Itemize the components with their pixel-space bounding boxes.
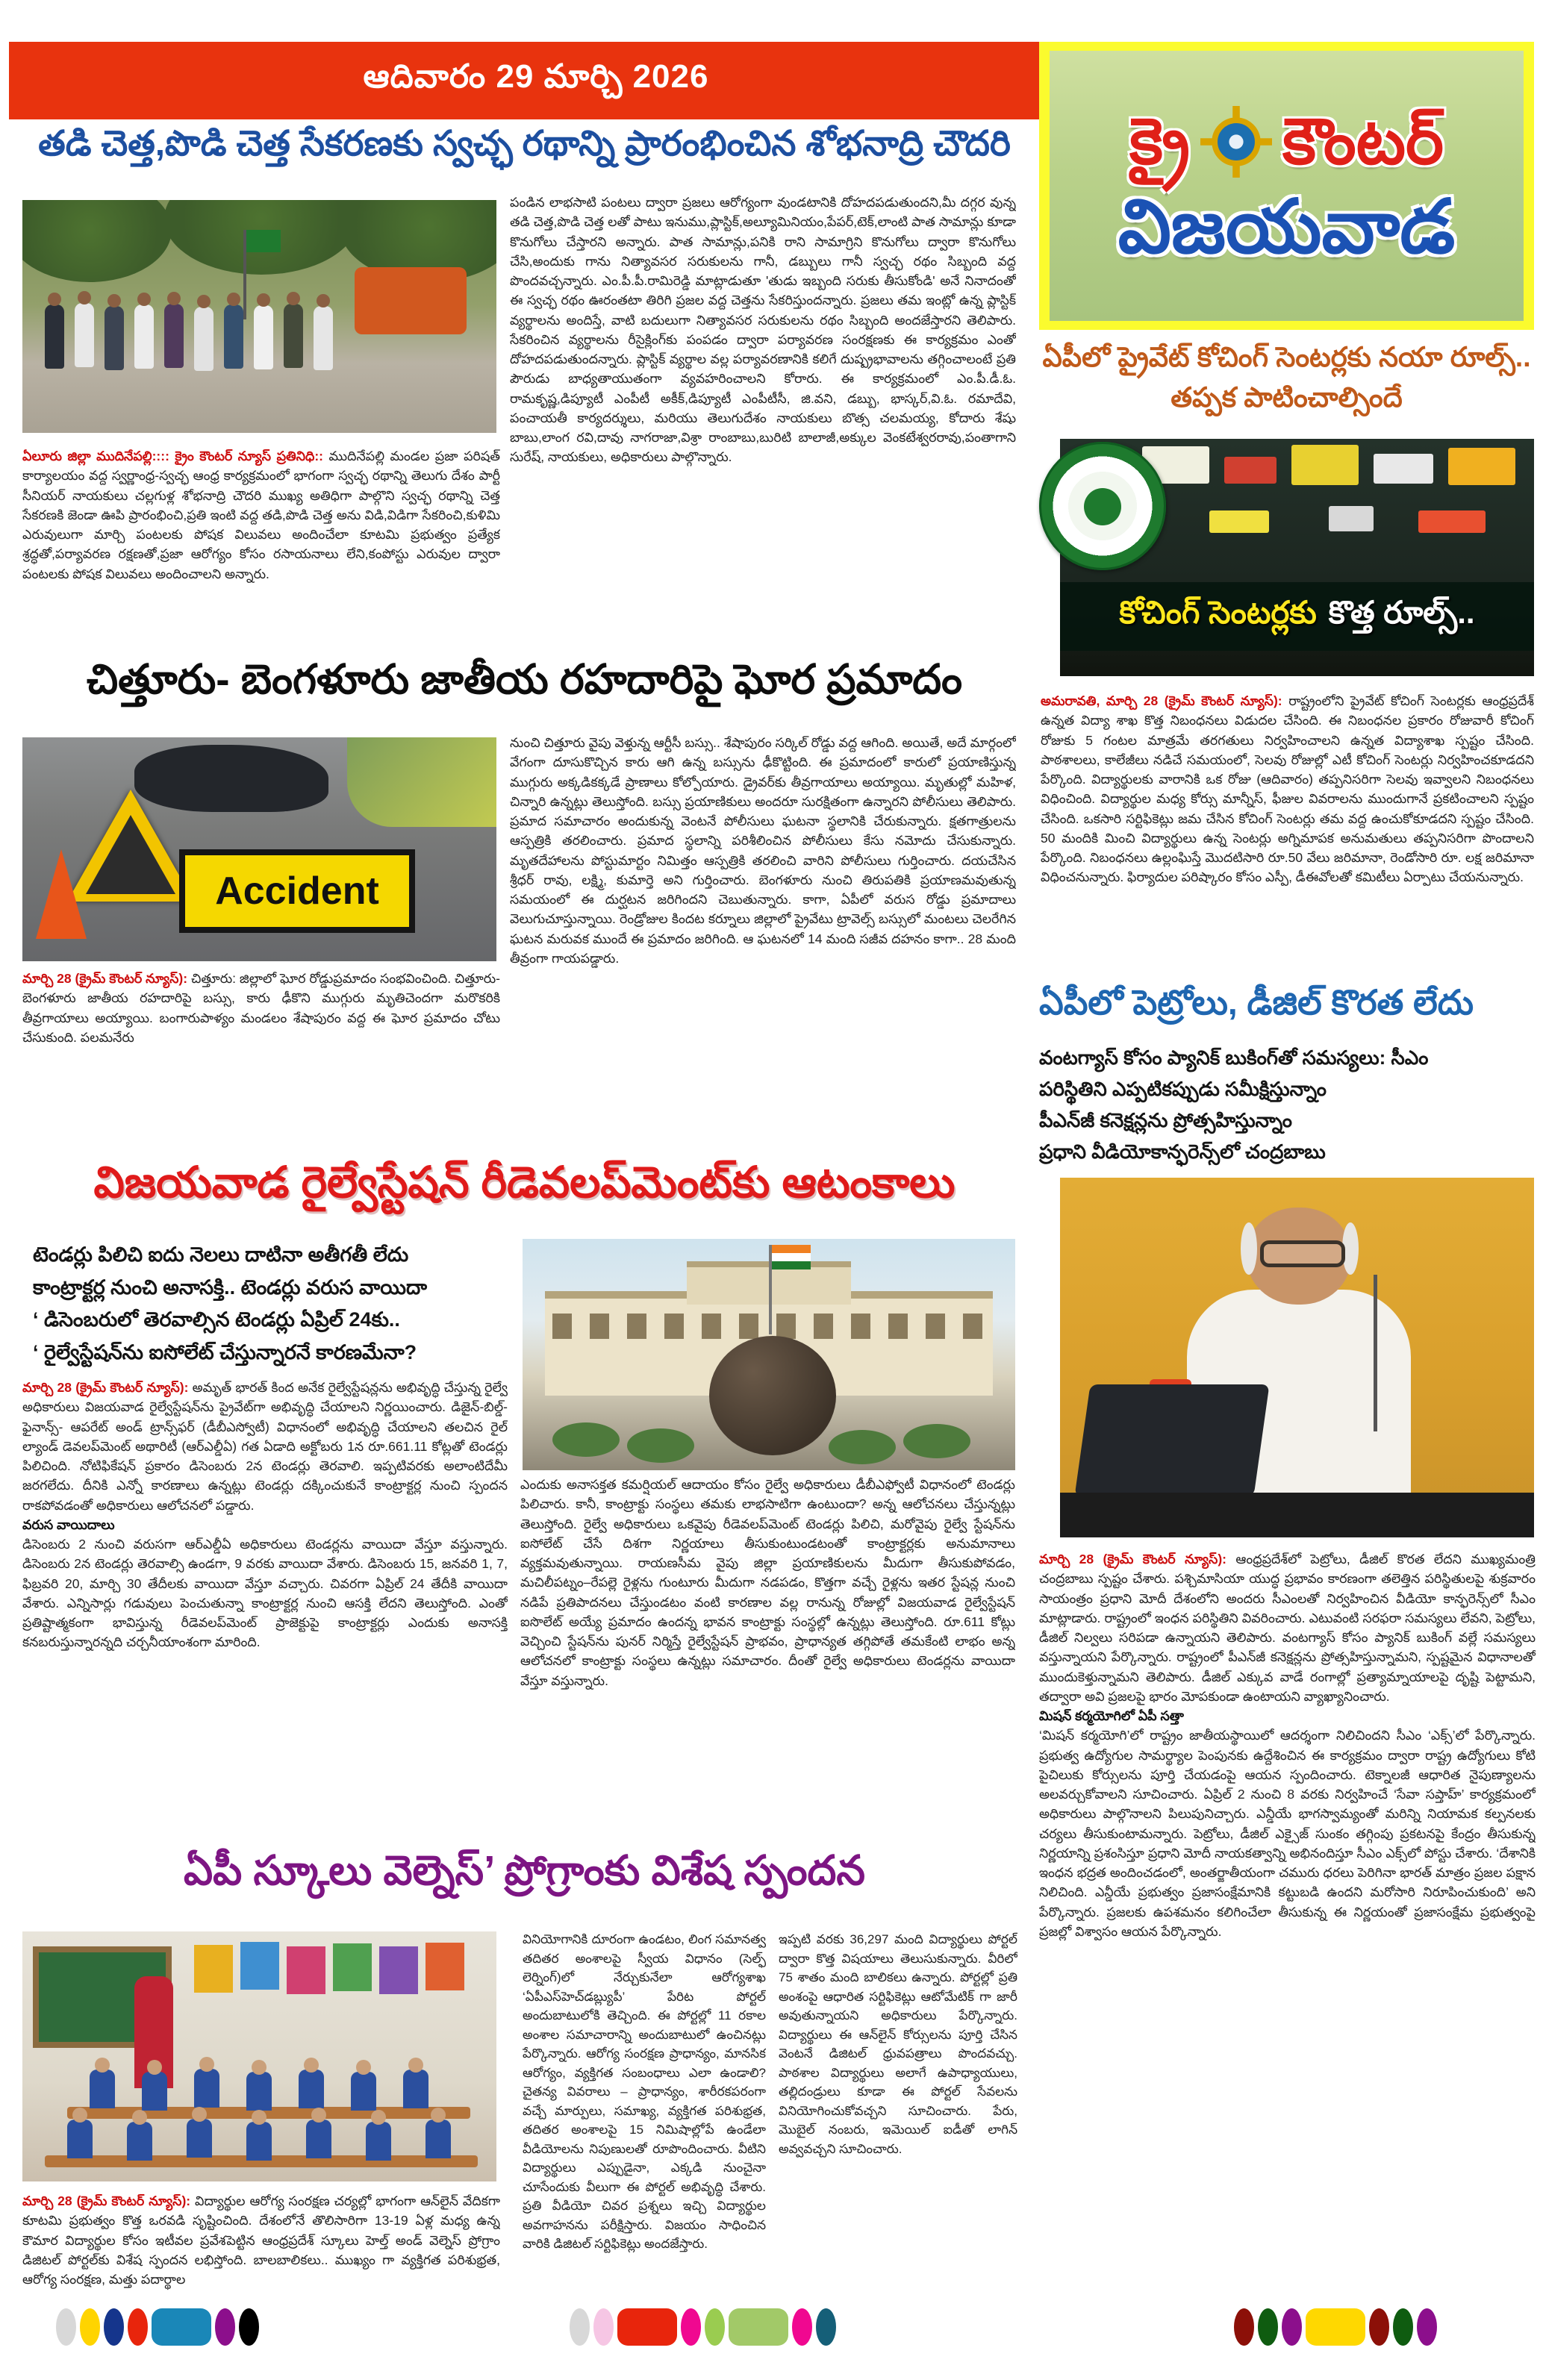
- cm-article: [1039, 1549, 1536, 2303]
- petrol-headline: ఏపీలో పెట్రోలు, డీజిల్ కొరత లేదు: [1039, 983, 1474, 1022]
- coaching-article: [1041, 691, 1534, 981]
- crosshair-icon: [1200, 106, 1272, 178]
- accident-photo: [22, 737, 496, 961]
- color-mark: [816, 2308, 836, 2346]
- traffic-cone: [36, 849, 87, 939]
- masthead-artwork: [1050, 51, 1524, 321]
- microphone: [1374, 1275, 1377, 1431]
- story3-left-column: [22, 1378, 508, 1837]
- color-mark: [681, 2308, 701, 2346]
- color-mark: [705, 2308, 725, 2346]
- story2-body: నుంచి చిత్తూరు వైపు వెళ్తున్న ఆర్టీసీ బస్సు.. శేషాపురం సర్కిల్ రోడ్డు వద్ద ఆగింది. అయితే, అదే మార్గంలో వేగంగా దూసుకొచ్చిన కారు ఆగి ఉన్న బస్సును ఢీకొట్టింది. ఈ ప్రమాదంలో కారులో ప్రయాణిస్తున్న ముగ్గురు అక్కడికక్కడే ప్రాణాలు కోల్పోయారు. డ్రైవర్‌కు తీవ్రగాయాలు అయ్యాయి. మృతుల్లో మహిళ, చిన్నారి ఉన్నట్లు తెలుస్తోంది. బస్సు ప్రయాణికులు అందరూ సురక్షితంగా ఉన్నారని పోలీసులు తెలిపారు. ప్రమాద సమాచారం అందుకున్న వెంటనే పోలీసులు ఘటనా స్థలానికి చేరుకున్నారు. క్షతగాత్రులను ఆస్పత్రికి తరలించారు. ప్రమాద స్థలాన్ని పరిశీలించిన పోలీసులు కేసు నమోదు చేసుకున్నారు. మృతదేహాలను పోస్టుమార్టం నిమిత్తం ఆస్పత్రికి తరలించి వారిని పోలీసులు గుర్తించారు. దయచేసిన శ్రీధర్ రావు, లక్ష్మి, కుమార్తె అని గుర్తించారు. బెంగళూరు నుంచి తిరుపతికి ప్రయాణమవుతున్న సమయంలో ఈ దుర్ఘటన జరిగిందని చెబుతున్నారు. కాగా, ఏపీలో వరుస రోడ్డు ప్రమాదాలు వెలుగుచూస్తున్నాయి. రెండ్రోజుల కిందట కర్నూలు జిల్లాలో ప్రైవేటు ట్రావెల్స్ బస్సులో మంటలు చెలరేగిన ఘటన మరువక ముందే ఈ ప్రమాదం జరిగింది. ఆ ఘటనలో 14 మంది సజీవ దహనం కాగా.. 28 మంది తీవ్రంగా గాయపడ్డారు.: [510, 735, 1016, 966]
- coaching-body: రాష్ట్రంలోని ప్రైవేట్ కోచింగ్ సెంటర్లకు ఆంధ్రప్రదేశ్ ఉన్నత విద్యా శాఖ కొత్త నిబంధనలు విడుదల చేసింది. ఈ నిబంధనల ప్రకారం రోజువారీ కోచింగ్ రోజుకు 5 గంటల మాత్రమే తరగతులు నిర్వహించాలని ఉన్నత విద్యాశాఖ స్పష్టం చేసింది. పాఠశాలలు, కాలేజీలు నడిచే సమయంలో, సెలవు రోజుల్లో ఎటీ కోచింగ్ సెంటర్లు నిర్వహించకూడదని పేర్కొంది. విద్యార్థులకు వారానికి ఒక రోజు (ఆదివారం) తప్పనిసరిగా సెలవు ఇవ్వాలని నిబంధనలు విధించింది. విద్యార్థుల మధ్య కోర్సు మాన్నీస్, ఫీజుల వివరాలను ముందుగానే ప్రకటించాలని స్పష్టం చేసింది. ఒకసారి సర్టిఫికెట్లు జమ చేసిన కోచింగ్ సెంటర్లు తమ వద్ద ఉంచుకోకూడదని స్పష్టం చేసింది. 50 మందికి మించి విద్యార్థులు ఉన్న సెంటర్లు అగ్నిమాపక అనుమతులు తప్పనిసరిగా పొందాలని పేర్కొంది. నిబంధనలు ఉల్లంఘిస్తే మొదటిసారి రూ.50 వేలు జరిమానా, రెండోసారి రూ. లక్ష జరిమానా విధించనున్నారు. ఫిర్యాదుల పరిష్కారం కోసం ఎస్పీ, డీఈవోలతో కమిటీలు ఏర్పాటు చేయనున్నారు.: [1041, 693, 1534, 885]
- story1-headline: తడి చెత్త,పొడి చెత్త సేకరణకు స్వచ్ఛ రథాన్ని ప్రారంభించిన శోభనాద్రి చౌదరి: [38, 123, 1011, 163]
- story3-lead: అమృత్ భారత్ కింద అనేక రైల్వేస్టేషన్లను అభివృద్ధి చేస్తున్న రైల్వే అధికారులు విజయవాడ రైల్వేస్టేషన్‌ను ప్రైవేట్‌గా అభివృద్ధి చేయాలని నిర్ణయించారు. డిజైన్-బిల్డ్- ఫైనాన్స్- ఆపరేట్ అండ్ ట్రాన్స్‌ఫర్ (డీబీఎస్వోటీ) విధానంలో అభివృద్ధి చేయాలని తలచిన రైల్ ల్యాండ్ డెవలప్‌మెంట్ అథారిటీ (ఆర్ఎల్డీఏ) గత ఏడాది అక్టోబరు 1న రూ.661.11 కోట్లతో టెండర్లు పిలిచింది. నోటిఫికేషన్ ప్రకారం డిసెంబరు 2న టెండర్లు తెరవాలి. ఇప్పటివరకు అలాంటిదేమీ జరగలేదు. దీనికి ఎన్నో కారణాలు ఉన్నట్లు టెండర్లు దక్కించుకునే కాంట్రాక్టర్ల నుంచి స్పందన రాకపోవడంతో అధికారులు ఆలోచనలో పడ్డారు.: [22, 1380, 508, 1513]
- accident-sign: Accident: [179, 849, 415, 933]
- story3-wide-column: [520, 1475, 1015, 1838]
- story2-lead-block: [22, 969, 500, 1137]
- story2-lead: చిత్తూరు: జిల్లాలో ఘోర రోడ్డుప్రమాదం సంభవించింది. చిత్తూరు-బెంగళూరు జాతీయ రహదారిపై బస్సు, కారు ఢీకొని ముగ్గురు మృతిచెందగా మరొకరికి తీవ్రగాయాలు అయ్యాయి. బంగారుపాళ్యం మండలం శేషాపురం వద్ద ఈ ఘోర ప్రమాదం చోటు చేసుకుంది. పలమనేరు: [22, 971, 500, 1045]
- story1-column2: [510, 193, 1016, 646]
- color-mark: [1369, 2308, 1389, 2346]
- story4-column3: [779, 1930, 1017, 2318]
- color-mark: [1393, 2308, 1413, 2346]
- story2-column2: [510, 733, 1016, 1149]
- story1-lead-block: [22, 446, 500, 649]
- globe-sculpture: [709, 1336, 836, 1455]
- story4-headline: ఏపీ స్కూలు వెల్నెస్’ ప్రోగ్రాంకు విశేష స్పందన: [184, 1847, 865, 1893]
- masthead-city: విజయవాడ: [1117, 184, 1456, 269]
- coaching-headline: ఏపీలో ప్రైవేట్ కోచింగ్ సెంటర్లకు నయా రూల్స్.. తప్పక పాటించాల్సిందే: [1042, 342, 1531, 413]
- story2-headline: చిత్తూరు- బెంగళూరు జాతీయ రహదారిపై ఘోర ప్రమాదం: [86, 656, 963, 702]
- story1-body: పండిన లాభసాటి పంటలు ద్వారా ప్రజలు ఆరోగ్యంగా వుండటానికి దోహదపడుతుందని,మీ దగ్గర వున్న తడి చెత్త,పొడి చెత్త లతో పాటు ఇనుము,ప్లాస్టిక్,అల్యూమినియం,పేపర్,టెక్,లాంటి పాత సామాన్లు కూడా కొనుగోలు చేస్తారని అన్నారు. పాత సామాన్లు,పనికి రాని సామాగ్రిని కొనుగోలు ద్వారా కొనుగోలు చేసి,అందుకు గాను నిత్యావసర సరుకులను గానీ, డబ్బులు గానీ స్వచ్ఛ రథం సిబ్బంది వద్ద పొందవచ్చన్నారు. ఎం.పీ.పీ.రామిరెడ్డి మాట్లాడుతూ 'తుడు ఇబ్బంది సరుకు తీసుకోండి' అనే నినాదంతో ఈ స్వచ్ఛ రథం ఊరంతటా తిరిగి ప్రజల వద్ద చెత్తను సేకరిస్తుందన్నారు. ప్రజలు తమ ఇంట్లో ఉన్న ప్లాస్టిక్ వ్యర్థాలను అందిస్తే, వాటి బదులుగా నిత్యావసర సరుకులను రథం సిబ్బంది అందజేస్తారని తెలిపారు. సేకరించిన వ్యర్థాలను రీసైక్లింగ్‌కు పంపడం ద్వారా పర్యావరణ సంరక్షణకు ఈ కార్యక్రమం ఎంతో దోహదపడుతుందన్నారు. ప్లాస్టిక్ వ్యర్థాల వల్ల పర్యావరణానికి కలిగే దుష్ప్రభావాలను తగ్గించాలంటే ప్రతి పౌరుడు బాధ్యతాయుతంగా వ్యవహరించాలని కోరారు. ఈ కార్యక్రమంలో ఎం.పీ.డీ.ఓ. రామకృష్ణ,డిప్యూటీ ఎంపీటీ అకీక్,డిప్యూటీ ఎంపీటీసీ, జి.వని, డబ్బు, భాస్కర్,వి.ఓ. రమాదేవి, పంచాయతీ కార్యదర్శులు, మరియు తెలుగుదేశం నాయకులు బొత్స చలమయ్య, కోదారు శేషు బాబు,లాంగ రవి,దావు నాగరాజా,విశ్రా రాంబాబు,బురిటి బాలాజీ,అక్కుల వెంకటేశ్వరరావు,పంతాగాని సురేష్, నాయకులు, అధికారులు పాల్గొన్నారు.: [510, 195, 1016, 465]
- railway-station-photo: [523, 1239, 1015, 1470]
- petrol-subhead-2: పరిస్థితిని ఎప్పటికప్పుడు సమీక్షిస్తున్నాం: [1039, 1078, 1327, 1101]
- color-mark: [1282, 2308, 1302, 2346]
- color-mark: [56, 2308, 76, 2346]
- footer-dots-group-1: [56, 2308, 259, 2346]
- color-mark: [570, 2308, 590, 2346]
- story3-subhead-2: కాంట్రాక్టర్ల నుంచి అనాసక్తి.. టెండర్లు వరుస వాయిదా: [33, 1275, 428, 1299]
- petrol-subhead-3: పీఎన్‌జీ కనెక్షన్లను ప్రోత్సహిస్తున్నాం: [1039, 1109, 1292, 1132]
- story3-subhead-3: ‘ డిసెంబరులో తెరవాల్సిన టెండర్లు ఏప్రిల్ 24కు..: [33, 1308, 400, 1331]
- coaching-caption: [1060, 582, 1534, 651]
- color-mark: [239, 2308, 259, 2346]
- story4-lead-block: [22, 2191, 500, 2317]
- cm-lead: ఆంధ్రప్రదేశ్‌లో పెట్రోలు, డీజిల్ కొరత లేదని ముఖ్యమంత్రి చంద్రబాబు స్పష్టం చేశారు. పశ్చిమాసియా యుద్ధ ప్రభావం కారణంగా తలెత్తిన పరిస్థితులపై శుక్రవారం సాయంత్రం ప్రధాని మోదీ దేశంలోని అందరు సీఎంలతో నిర్వహించిన వీడియో కాన్ఫరెన్స్‌లో సీఎం మాట్లాడారు. రాష్ట్రంలో ఇంధన పరిస్థితిని వివరించారు. ఎటువంటి సరఫరా సమస్యలు లేవని, పెట్రోలు, డీజిల్ నిల్వలు సరిపడా ఉన్నాయని తెలిపారు. వంటగ్యాస్ కోసం ప్యానిక్ బుకింగ్ వల్లే సమస్యలు వస్తున్నాయని పేర్కొన్నారు. రాష్ట్రంలో పీఎన్‌జీ కనెక్షన్లను ప్రోత్సహిస్తున్నామని, స్పష్టమైన విధానాలతో ముందుకెళ్తున్నామని తెలిపారు. డీజిల్ ఎక్కువ వాడే రంగాల్లో ప్రత్యామ్నాయాలపై దృష్టి పెట్టామని, తద్వారా అవి ప్రజలపై భారం మోపకుండా ఉంటాయని వ్యాఖ్యానించారు.: [1039, 1552, 1536, 1704]
- color-mark: [1234, 2308, 1254, 2346]
- story3-headline: విజయవాడ రైల్వేస్టేషన్ రీడెవలప్‌మెంట్‌కు ఆటంకాలు: [93, 1158, 956, 1207]
- color-mark: [593, 2308, 614, 2346]
- swachh-vehicle: [355, 267, 467, 334]
- date-banner: [9, 42, 1063, 119]
- petrol-subheads: [1039, 1042, 1534, 1172]
- masthead: [1039, 42, 1534, 330]
- footer-dots-group-2: [570, 2308, 836, 2346]
- color-mark: [128, 2308, 148, 2346]
- masthead-title-part1: క్రై: [1129, 105, 1190, 178]
- story3-inline-subhead: వరుస వాయిదాలు: [22, 1517, 115, 1532]
- story2-byline: మార్చి 28 (క్రైమ్ కౌంటర్ న్యూస్):: [22, 971, 188, 986]
- color-mark: [792, 2308, 812, 2346]
- story4-body3: ఇప్పటి వరకు 36,297 మంది విద్యార్థులు పోర్టల్ ద్వారా కొత్త విషయాలు తెలుసుకున్నారు. వీరిలో 75 శాతం మంది బాలికలు ఉన్నారు. పోర్టల్లో ప్రతి అంశంపై ఆధారిత సర్టిఫికెట్లు ఆటోమేటిక్ గా జారీ అవుతున్నాయని అధికారులు పేర్కొన్నారు. విద్యార్థులు ఈ ఆన్‌లైన్ కోర్సులను పూర్తి చేసిన వెంటనే డిజిటల్ ధ్రువపత్రాలు పొందవచ్చు. పాఠశాల విద్యార్థులు అలాగే ఉపాధ్యాయులు, తల్లిదండ్రులు కూడా ఈ పోర్టల్ సేవలను వినియోగించుకోవచ్చని సూచించారు. పేరు, మొబైల్ నంబరు, ఇమెయిల్ ఐడీతో లాగిన్ అవ్వవచ్చని సూచించారు.: [779, 1932, 1017, 2156]
- classroom-photo: [22, 1931, 496, 2181]
- masthead-title-part2: కౌంటర్: [1282, 105, 1444, 178]
- story4-column2: [523, 1930, 766, 2318]
- coaching-caption-part1: కోచింగ్ సెంటర్లకు: [1119, 594, 1317, 630]
- story4-lead: విద్యార్థుల ఆరోగ్య సంరక్షణ చర్యల్లో భాగంగా ఆన్‌లైన్ వేదికగా కూటమి ప్రభుత్వం కొత్త ఒరవడి సృష్టించింది. దేశంలోనే తొలిసారిగా 13-19 ఏళ్ల మధ్య ఉన్న కౌమార విద్యార్థుల కోసం ఇటీవల ప్రవేశపెట్టిన ఆంధ్రప్రదేశ్ స్కూలు హెల్త్ అండ్ వెల్నెస్ ప్రోగ్రాం డిజిటల్ పోర్టల్‌కు విశేష స్పందన లభిస్తోంది. బాలబాలికలు.. ముఖ్యం గా వ్యక్తిగత పరిశుభ్రత, ఆరోగ్య సంరక్షణ, మత్తు పదార్థాల: [22, 2193, 500, 2287]
- coaching-caption-part2: కొత్త రూల్స్..: [1328, 594, 1475, 630]
- story3-subheads: [33, 1239, 522, 1377]
- color-mark: [1417, 2308, 1437, 2346]
- color-mark: [152, 2308, 211, 2346]
- story3-wide-body: ఎందుకు అనాసక్తత కమర్షియల్ ఆదాయం కోసం రైల్వే అధికారులు డీబీఎఫ్వోటీ విధానంలో టెండర్లు పిలిచారు. కానీ, కాంట్రాక్టు సంస్థలు తమకు లాభసాటిగా ఉంటుందా? అన్న ఆలోచనలు చేస్తున్నట్లు తెలుస్తోంది. రైల్వే అధికారులు ఒకవైపు రీడెవలప్‌మెంట్ టెండర్లు పిలిచి, మరోవైపు రైల్వే స్టేషన్‌ను ఐసోలేట్ చేసే దిశగా నిర్ణయాలు తీసుకుంటుండటంతో కాంట్రాక్టర్లకు అనుమానాలు వ్యక్తమవుతున్నాయి. రాయణసీమ వైపు జిల్లా ప్రయాణికులను మీదుగా తీసుకుపోవడం, మచిలీపట్నం–రేపల్లె రైళ్లను గుంటూరు మీదుగా నడపడం, కొత్తగా వచ్చే రైళ్లను ఇతర స్టేషన్ల నుంచి నడిపే ప్రతిపాదనలు చేస్తుండటం వంటి కారణాల వల్ల రానున్న రోజుల్లో విజయవాడ రైల్వేస్టేషన్ ఐసొలేట్ అయ్యే ప్రమాదం ఉందన్న భావన కాంట్రాక్టు సంస్థల్లో ఉన్నట్లు తెలుస్తోంది. రూ.611 కోట్లు వెచ్చించి స్టేషన్‌ను పునర్ నిర్మిస్తే రైల్వేస్టేషన్ ప్రాభవం, ప్రాధాన్యత తగ్గిపోతే తమకేంటి లాభం అన్న ఆలోచనలో కాంట్రాక్టు సంస్థలు ఉన్నట్లు సమాచారం. దీంతో రైల్వే అధికారులు టెండర్లను వాయిదా వేస్తూ వస్తున్నారు.: [520, 1477, 1015, 1688]
- chandrababu-photo: [1060, 1178, 1534, 1537]
- bus-blur: [347, 737, 496, 827]
- color-mark: [80, 2308, 100, 2346]
- story3-byline: మార్చి 28 (క్రైమ్ కౌంటర్ న్యూస్):: [22, 1380, 189, 1395]
- color-mark: [104, 2308, 124, 2346]
- cm-body2: ‘మిషన్ కర్మయోగి’లో రాష్ట్రం జాతీయస్థాయిలో ఆదర్శంగా నిలిచిందని సీఎం ‘ఎక్స్’లో పేర్కొన్నారు. ప్రభుత్వ ఉద్యోగుల సామర్థ్యాల పెంపునకు ఉద్దేశించిన ఈ కార్యక్రమం ద్వారా రాష్ట్ర ఉద్యోగులు కోటి పైచిలుకు కోర్సులను పూర్తి చేయడంపై ఆయన స్పందించారు. టెక్నాలజీ ఆధారిత నైపుణ్యాలను అలవర్చుకోవాలని సూచించారు. ఏప్రిల్ 2 నుంచి 8 వరకు నిర్వహించే ‘సేవా సప్తాహ్’ కార్యక్రమంలో అధికారులు పాల్గొనాలని పిలుపునిచ్చారు. ఎన్డీయే భాగస్వామ్యంతో మరిన్ని నియామక కల్పనలకు చర్యలు తీసుకుంటామన్నారు. పెట్రోలు, డీజిల్ ఎక్సైజ్ సుంకం తగ్గింపు ప్రకటనపై కేంద్రం తీసుకున్న నిర్ణయాన్ని ప్రశంసిస్తూ ప్రధాని మోదీ నాయకత్వాన్ని అభినందిస్తూ సీఎం ఎక్స్‌లో పోస్టు చేశారు. ‘దేశానికి ఇంధన భద్రత అందించడంలో, అంతర్జాతీయంగా చమురు ధరలు పెరిగినా భారత్ మాత్రం ప్రజల పక్షాన నిలిచింది. ఎన్డీయే ప్రభుత్వం ప్రజాసంక్షేమానికి కట్టుబడి ఉందని మరోసారి నిరూపించుకుంది’ అని పేర్కొన్నారు. ప్రజలకు ఉపశమనం కలిగించేలా తీసుకున్న ఈ నిర్ణయంతో ప్రజాసంక్షేమ ప్రభుత్వంపై ప్రజల్లో విశ్వాసం ఆయన పేర్కొన్నారు.: [1039, 1728, 1536, 1939]
- cm-byline: మార్చి 28 (క్రైమ్ కౌంటర్ న్యూస్):: [1039, 1552, 1227, 1567]
- story4-byline: మార్చి 28 (క్రైమ్ కౌంటర్ న్యూస్):: [22, 2193, 191, 2208]
- flag-off-photo: [22, 200, 496, 433]
- petrol-subhead-1: వంటగ్యాస్ కోసం ప్యానిక్ బుకింగ్‌తో సమస్యలు: సీఎం: [1039, 1046, 1429, 1069]
- story3-subhead-1: టెండర్లు పిలిచి ఐదు నెలలు దాటినా అతీగతీ లేదు: [33, 1243, 409, 1266]
- story3-subhead-4: ‘ రైల్వేస్టేషన్‌ను ఐసోలేట్ చేస్తున్నారనే కారణమేనా?: [33, 1341, 417, 1364]
- cm-inline-subhead: మిషన్ కర్మయోగిలో ఏపీ సత్తా: [1039, 1708, 1184, 1723]
- ap-government-emblem: [1039, 442, 1166, 570]
- color-mark: [1306, 2308, 1365, 2346]
- glasses: [1260, 1240, 1345, 1267]
- color-mark: [215, 2308, 235, 2346]
- petrol-subhead-4: ప్రధాని వీడియోకాన్ఫరెన్స్‌లో చంద్రబాబు: [1039, 1140, 1326, 1164]
- story1-byline: ఏలూరు జిల్లా ముదినేపల్లి:::: క్రైం కౌంటర్ న్యూస్ ప్రతినిధి::: [22, 449, 324, 463]
- story4-body2: వినియోగానికి దూరంగా ఉండటం, లింగ సమానత్వ తదితర అంశాలపై స్వీయ విధానం (సెల్ఫ్ లెర్నింగ్)లో నేర్చుకునేలా ఆరోగ్యశాఖ ‘ఏపీఎస్‌హెచ్‌డబ్ల్యుపీ’ పేరిట పోర్టల్ అందుబాటులోకి తెచ్చింది. ఈ పోర్టల్లో 11 రకాల అంశాల సమాచారాన్ని అందుబాటులో ఉంచినట్లు పేర్కొన్నారు. ఆరోగ్య సంరక్షణ ప్రాధాన్యం, మానసిక ఆరోగ్యం, వ్యక్తిగత సంబంధాలు ఎలా ఉండాలి? చైతన్య వివరాలు – ప్రాధాన్యం, శారీరకపరంగా వచ్చే మార్పులు, సమాఖ్య, వ్యక్తిగత పరిశుభ్రత, తదితర అంశాలపై 15 నిమిషాల్లోపే ఉండేలా వీడియోలను నిపుణులతో రూపొందించారు. వీటిని విద్యార్థులు ఎప్పుడైనా, ఎక్కడి నుంచైనా చూసేందుకు వీలుగా ఈ పోర్టల్ అభివృద్ధి చేశారు. ప్రతి వీడియో చివర ప్రశ్నలు ఇచ్చి విద్యార్థుల అవగాహనను పరీక్షిస్తారు. విజయం సాధించిన వారికి డిజిటల్ సర్టిఫికెట్లు అందజేస్తారు.: [523, 1932, 766, 2251]
- color-mark: [729, 2308, 788, 2346]
- story3-paragraph2: డిసెంబరు 2 నుంచి వరుసగా ఆర్ఎల్డీఏ అధికారులు టెండర్లను వాయిదా వేస్తూ వస్తున్నారు. డిసెంబరు 2న టెండర్లు తెరవాల్సి ఉండగా, 9 వరకు వాయిదా వేశారు. డిసెంబరు 15, జనవరి 1, 7, ఫిబ్రవరి 20, మార్చి 30 తేదీలకు వాయిదా వేస్తూ వచ్చారు. చివరగా ఏప్రిల్ 24 తేదీకి వాయిదా వేశారు. ఎన్నిసార్లు గడువులు పెంచుతున్నా కాంట్రాక్టర్ల నుంచి ఆసక్తి లేదని తెలుస్తోంది. ఎంతో ప్రతిష్టాత్మకంగా భావిస్తున్న రీడెవలప్‌మెంట్ ప్రాజెక్టుపై కాంట్రాక్టర్లు ఎందుకు అనాసక్తి కనబరుస్తున్నారన్నది చర్చనీయాంశంగా మారింది.: [22, 1537, 508, 1650]
- footer-dots-group-3: [1234, 2308, 1437, 2346]
- banner-date: ఆదివారం 29 మార్చి 2026: [363, 57, 709, 95]
- masthead-logo: [1129, 106, 1444, 178]
- color-mark: [617, 2308, 677, 2346]
- story1-lead: ముదినేపల్లి మండల ప్రజా పరిషత్ కార్యాలయం వద్ద స్వర్ణాంధ్ర-స్వచ్ఛ ఆంధ్ర కార్యక్రమంలో భాగంగా స్వచ్ఛ రథాన్ని తెలుగు దేశం పార్టీ సీనియర్ నాయకులు చల్లగుళ్ల శోభనాద్రి చౌదరి ముఖ్య అతిధిగా పాల్గొని స్వచ్ఛ రథాన్ని చెత్త సేకరణకి జెండా ఊపి ప్రారంభించి,ప్రతి ఇంటి వద్ద తడి,పొడి చెత్త అను విడి,విడిగా సేకరించి,కుళిమి ఎరువులుగా మార్చి పంటలకు పోషక విలువలు అందించేలా కూటమి ప్రభుత్వం ప్రత్యేక శ్రద్ధతో,పర్యావరణ రక్షణతో,ప్రజా ఆరోగ్యం కోసం రసాయనాలు లేని,కంపోస్టు ఎరువుల ద్వారా పంటలకు పోషక విలువలు అందించాలని అన్నారు.: [22, 449, 500, 581]
- laptop: [1074, 1384, 1269, 1496]
- coaching-byline: అమరావతి, మార్చి 28 (క్రైమ్ కౌంటర్ న్యూస్):: [1041, 693, 1282, 708]
- color-mark: [1258, 2308, 1278, 2346]
